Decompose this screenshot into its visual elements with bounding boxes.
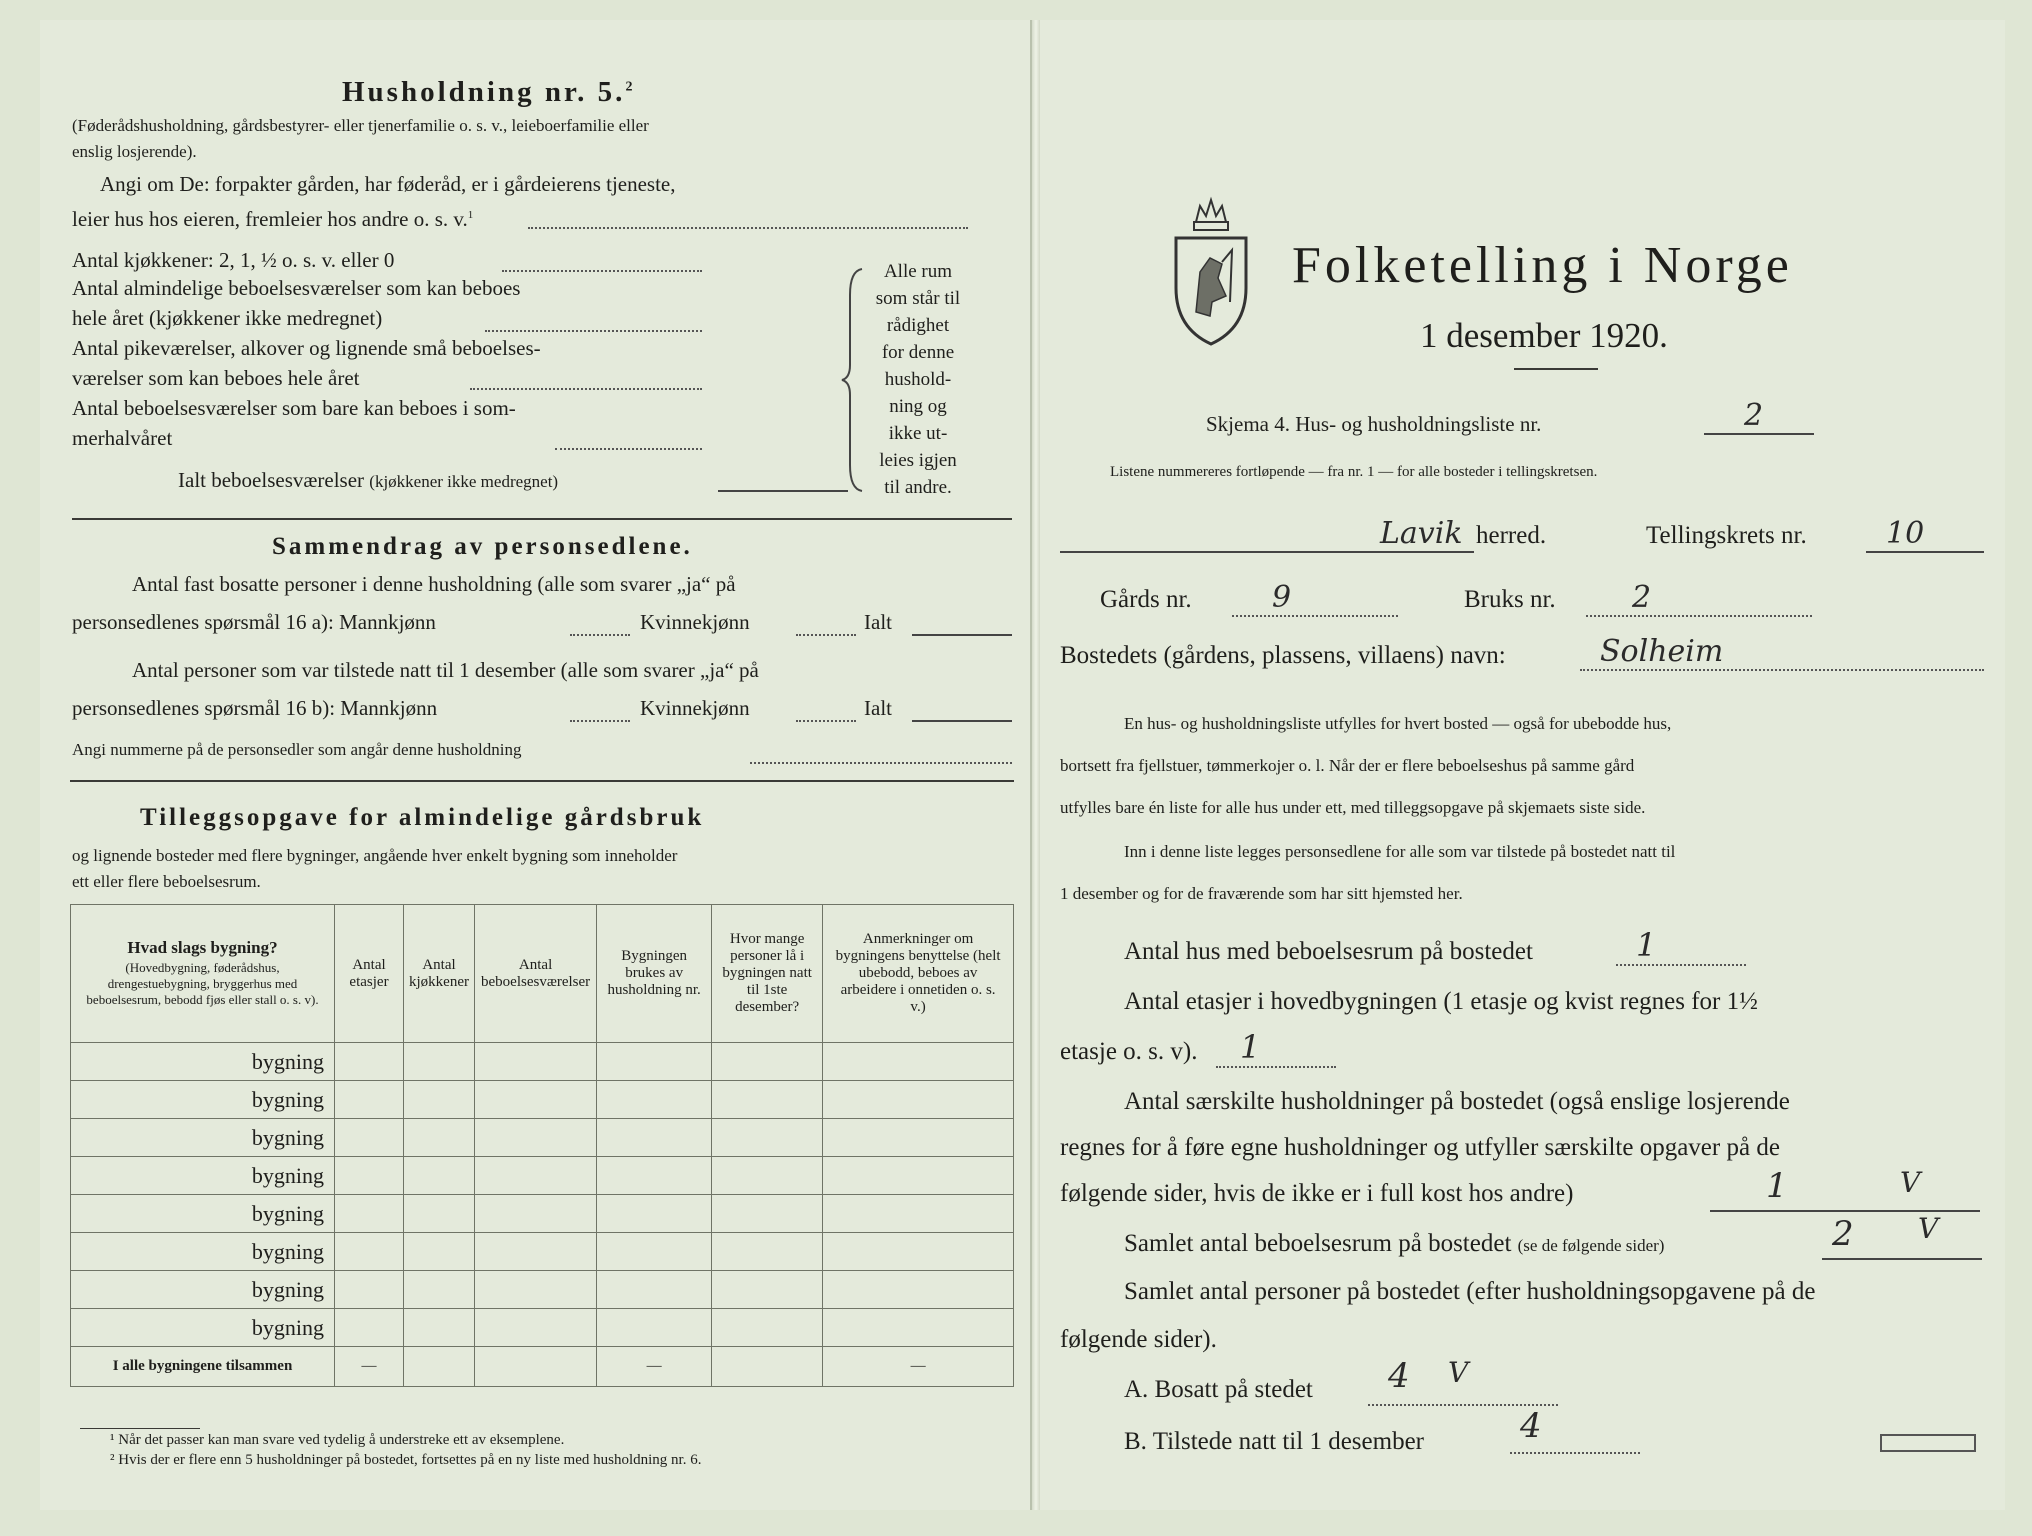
tellingskrets-label: Tellingskrets nr. [1646,522,1807,549]
census-date: 1 desember 1920. [1420,316,1668,355]
cell [712,1195,823,1233]
table-row [71,1309,1014,1347]
row-label: bygning [71,1157,335,1195]
rooms-c-label-1: Antal beboelsesværelser som bare kan beboes i som- [72,396,516,420]
title-underline [1514,368,1598,370]
check-mark: V [1448,1356,1469,1389]
gards-label: Gårds nr. [1100,586,1192,613]
cell [475,1043,597,1081]
rooms-b-answer [470,388,702,390]
tellingskrets-value: 10 [1866,516,1984,553]
brace-icon [840,265,870,495]
kitchens-answer [502,270,702,272]
cell [823,1157,1014,1195]
cell [597,1309,712,1347]
table-row [71,1119,1014,1157]
etasjer-line-1: Antal etasjer i hovedbygningen (1 etasje og kvist regnes for 1½ [1124,988,1758,1015]
total-rooms-note: (kjøkkener ikke medregnet) [369,472,559,491]
etasjer-value: 1 [1216,1028,1336,1068]
household-title-text: Husholdning nr. 5. [342,76,626,108]
cell [335,1271,404,1309]
cell [712,1081,823,1119]
table-row [71,1043,1014,1081]
cell [712,1157,823,1195]
cell [823,1043,1014,1081]
summary-2-line-1: Antal personer som var tilstede natt til 1 desember (alle som svarer „ja“ på [132,658,759,682]
bosted-label: Bostedets (gårdens, plassens, villaens) navn: [1060,642,1506,669]
para1-line-2: bortsett fra fjellstuer, tømmerkojer o. l. Når der er flere beboelseshus på samme gård [1060,756,1635,775]
numbers-line: Angi nummerne på de personsedler som angår denne husholdning [72,740,522,759]
table-row [71,1081,1014,1119]
hus-label: Antal hus med beboelsesrum på bostedet [1124,938,1533,965]
cell [475,1309,597,1347]
rooms-c-label-2: merhalvåret [72,426,173,450]
row-label: bygning [71,1233,335,1271]
check-mark: V [1900,1166,1921,1199]
female-2-answer [796,720,856,722]
left-page [40,20,1032,1510]
summary-1-line-2: personsedlenes spørsmål 16 a): Mannkjønn [72,610,436,634]
total-rooms-label: Ialt beboelsesværelser [178,468,365,492]
bosted-value: Solheim [1580,634,1984,671]
cell [712,1043,823,1081]
row-label: bygning [71,1043,335,1081]
col-floors: Antal etasjer [335,905,404,1043]
table-header-row [71,905,1014,1043]
footnote-1: ¹ Når det passer kan man svare ved tydelig å understreke ett av eksemplene. [110,1432,565,1448]
sarskilte-answer-line [1710,1166,1980,1212]
para1-line-1: En hus- og husholdningsliste utfylles for hvert bosted — også for ubebodde hus, [1124,714,1672,733]
brace-note-line: leies igjen [879,450,957,471]
gards-value: 9 [1232,580,1398,617]
cell [712,1271,823,1309]
brace-note-line: for denne [881,342,955,363]
footnote-rule [80,1428,200,1429]
brace-note-line: ning og [889,396,947,417]
cell [335,1119,404,1157]
cell [335,1233,404,1271]
sarskilte-line-2: regnes for å føre egne husholdninger og utfyller særskilte opgaver på de [1060,1134,1780,1161]
cell [712,1233,823,1271]
cell [475,1195,597,1233]
summary-1-line-1: Antal fast bosatte personer i denne husholdning (alle som svarer „ja“ på [132,572,736,596]
cell [597,1081,712,1119]
cell [823,1271,1014,1309]
row-label: bygning [71,1195,335,1233]
male-1-answer [570,634,630,636]
brace-note-line: rådighet [886,315,950,336]
cell [597,1271,712,1309]
male-2-answer [570,720,630,722]
cell [475,1119,597,1157]
row-label: bygning [71,1309,335,1347]
angi-line-2-text: leier hus hos eieren, fremleier hos andre o. s. v. [72,207,468,231]
brace-note [868,258,968,501]
cell [404,1347,475,1387]
cell [475,1271,597,1309]
skjema-label: Skjema 4. Hus- og husholdningsliste nr. [1206,412,1542,436]
cell [404,1309,475,1347]
cell [335,1043,404,1081]
brace-note-line: Alle rum [883,261,953,282]
angi-line-1: Angi om De: forpakter gården, har føderåd, er i gårdeierens tjeneste, [100,172,676,196]
total-household: — [597,1347,712,1387]
extra-title: Tilleggsopgave for almindelige gårdsbruk [140,804,705,831]
cell [597,1043,712,1081]
cell [712,1119,823,1157]
table-row [71,1157,1014,1195]
cell [475,1233,597,1271]
table-total-row [71,1347,1014,1387]
tilstede-answer-line [1510,1406,1640,1454]
extra-line-2: ett eller flere beboelsesrum. [72,872,261,891]
table-row [71,1271,1014,1309]
col-persons: Hvor mange personer lå i bygningen natt til 1ste desember? [712,905,823,1043]
female-2-label: Kvinnekjønn [640,696,750,720]
footnote-2: ² Hvis der er flere enn 5 husholdninger på bostedet, fortsettes på en ny liste med husholdning nr. 6. [110,1452,702,1468]
building-table [70,904,1014,1387]
rum-answer-line [1822,1212,1982,1260]
row-label: bygning [71,1081,335,1119]
cell [335,1309,404,1347]
section-divider-2 [70,780,1014,782]
cell [823,1119,1014,1157]
total-1-answer [912,634,1012,636]
cell [475,1081,597,1119]
col-remarks: Anmerkninger om bygningens benyttelse (helt ubebodd, beboes av arbeidere i onnetiden o. s. v.) [823,905,1014,1043]
rooms-c-answer [555,448,702,450]
cell [335,1081,404,1119]
col-building-type [71,905,335,1043]
hus-value: 1 [1616,926,1746,966]
total-row-label: I alle bygningene tilsammen [71,1347,335,1387]
cell [712,1309,823,1347]
table-row [71,1195,1014,1233]
rum-label: Samlet antal beboelsesrum på bostedet [1124,1230,1512,1257]
total-remarks: — [823,1347,1014,1387]
rooms-b-label-1: Antal pikeværelser, alkover og lignende små beboelses- [72,336,541,360]
bruks-value: 2 [1586,580,1812,617]
census-title: Folketelling i Norge [1292,237,1793,294]
tilstede-value: 4 [1520,1406,1542,1446]
kitchens-label: Antal kjøkkener: 2, 1, ½ o. s. v. eller 0 [72,248,395,272]
right-page [1040,20,2005,1510]
household-title-sup: 2 [625,79,636,95]
rooms-a-label-2: hele året (kjøkkener ikke medregnet) [72,306,383,330]
printer-stamp [1880,1434,1976,1452]
bruks-label: Bruks nr. [1464,586,1556,613]
household-note-1: (Føderådshusholdning, gårdsbestyrer- eller tjenerfamilie o. s. v., leieboerfamilie eller [72,116,649,135]
skjema-value: 2 [1704,398,1814,435]
total-floors: — [335,1347,404,1387]
row-label: bygning [71,1119,335,1157]
col-building-type-title: Hvad slags bygning? [127,937,278,957]
total-1-label: Ialt [864,610,892,634]
total-rooms-answer [718,490,848,492]
cell [597,1233,712,1271]
personer-line-2: følgende sider). [1060,1326,1217,1353]
household-title [342,76,635,109]
herred-label: herred. [1476,522,1547,549]
col-kitchens: Antal kjøkkener [404,905,475,1043]
rum-note: (se de følgende sider) [1517,1236,1665,1255]
herred-value: Lavik [1060,516,1474,553]
summary-title: Sammendrag av personsedlene. [272,533,693,560]
summary-2-line-2: personsedlenes spørsmål 16 b): Mannkjønn [72,696,438,720]
listene-note: Listene nummereres fortløpende — fra nr. 1 — for alle bosteder i tellingskretsen. [1110,464,1598,480]
cell [404,1233,475,1271]
extra-line-1: og lignende bosteder med flere bygninger, angående hver enkelt bygning som inneholder [72,846,678,865]
brace-note-line: til andre. [884,477,952,498]
bosatt-answer-line [1368,1356,1558,1406]
cell [823,1309,1014,1347]
cell [597,1119,712,1157]
cell [823,1195,1014,1233]
cell [712,1347,823,1387]
angi-line-2 [72,207,473,232]
cell [404,1119,475,1157]
row-label: bygning [71,1271,335,1309]
total-2-answer [912,720,1012,722]
cell [404,1081,475,1119]
cell [823,1081,1014,1119]
cell [475,1157,597,1195]
etasjer-line-2: etasje o. s. v). [1060,1038,1198,1065]
cell [404,1271,475,1309]
cell [823,1233,1014,1271]
cell [335,1195,404,1233]
table-row [71,1233,1014,1271]
numbers-answer [750,762,1012,764]
rum-value: 2 [1832,1214,1854,1254]
cell [475,1347,597,1387]
norway-coat-of-arms-icon [1170,192,1252,352]
total-rooms-line [178,468,558,493]
section-divider [72,518,1012,520]
brace-note-line: hushold- [884,369,952,390]
female-1-label: Kvinnekjønn [640,610,750,634]
cell [335,1157,404,1195]
col-household-no: Bygningen brukes av husholdning nr. [597,905,712,1043]
para2-line-1: Inn i denne liste legges personsedlene for alle som var tilstede på bostedet natt til [1124,842,1676,861]
angi-answer-line [528,227,968,229]
bosatt-value: 4 [1388,1356,1410,1396]
cell [597,1157,712,1195]
rum-line [1124,1230,1664,1258]
rooms-b-label-2: værelser som kan beboes hele året [72,366,360,390]
col-rooms: Antal beboelsesværelser [475,905,597,1043]
tilstede-label: B. Tilstede natt til 1 desember [1124,1428,1424,1455]
sarskilte-line-3: følgende sider, hvis de ikke er i full kost hos andre) [1060,1180,1574,1207]
bosatt-label: A. Bosatt på stedet [1124,1376,1313,1403]
household-note-2: enslig losjerende). [72,142,197,161]
brace-note-line: som står til [875,288,961,309]
personer-line-1: Samlet antal personer på bostedet (efter husholdningsopgavene på de [1124,1278,1816,1305]
female-1-answer [796,634,856,636]
col-building-type-sub: (Hovedbygning, føderådshus, drengestuebygning, bryggerhus med beboelsesrum, bebodd fjøs eller stall o. s. v). [86,959,319,1007]
angi-line-2-sup: 1 [467,209,474,221]
sarskilte-value: 1 [1766,1166,1788,1206]
para1-line-3: utfylles bare én liste for alle hus under ett, med tilleggsopgave på skjemaets siste side. [1060,798,1646,817]
total-2-label: Ialt [864,696,892,720]
cell [404,1195,475,1233]
cell [597,1195,712,1233]
check-mark: V [1918,1212,1939,1245]
rooms-a-answer [485,330,702,332]
rooms-a-label-1: Antal almindelige beboelsesværelser som kan beboes [72,276,521,300]
cell [404,1157,475,1195]
brace-note-line: ikke ut- [888,423,948,444]
sarskilte-line-1: Antal særskilte husholdninger på bostedet (også enslige losjerende [1124,1088,1790,1115]
para2-line-2: 1 desember og for de fraværende som har sitt hjemsted her. [1060,884,1463,903]
cell [404,1043,475,1081]
